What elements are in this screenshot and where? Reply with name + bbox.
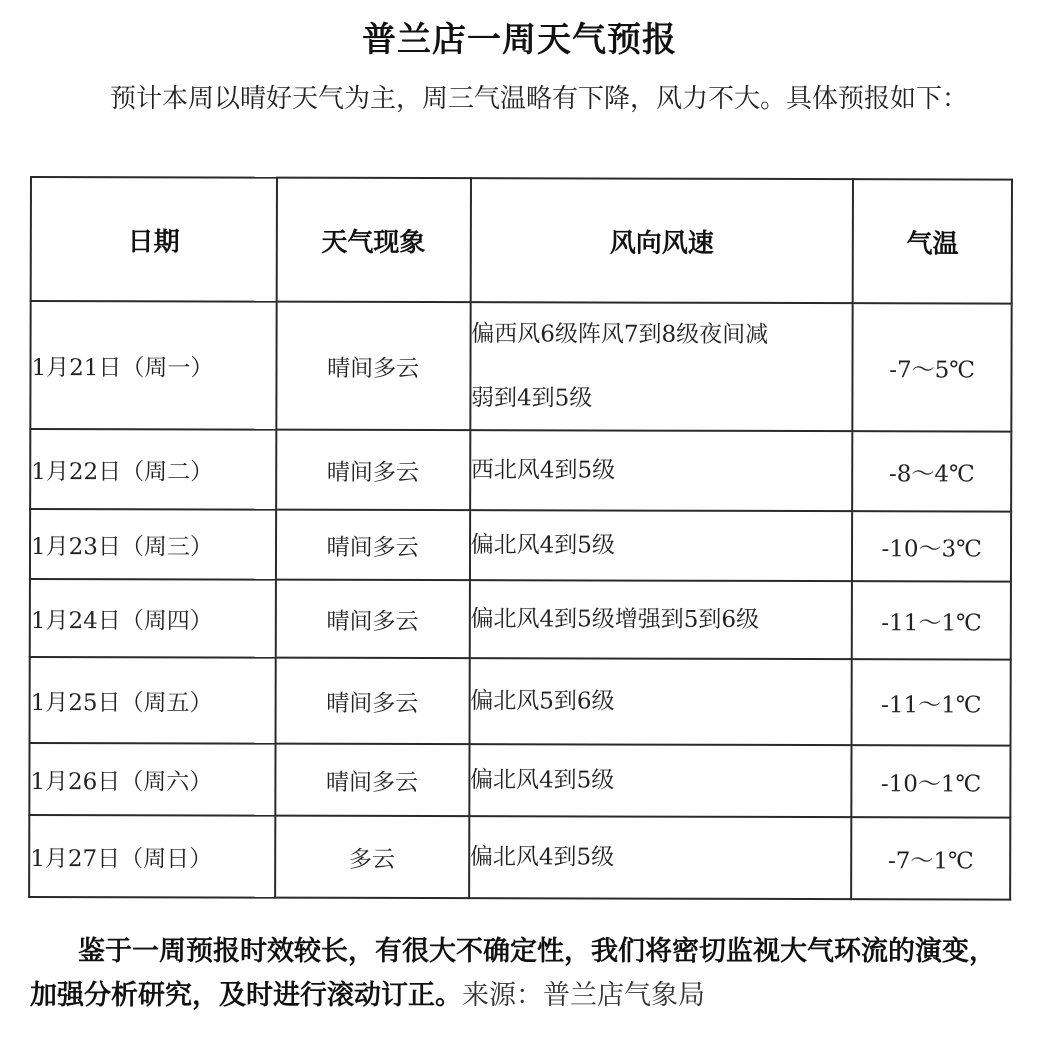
table-row <box>30 657 1011 746</box>
cell-wind: 偏北风4到5级增强到5到6级 <box>469 580 852 659</box>
wind-line-2: 弱到4到5级 <box>471 385 593 412</box>
cell-weather: 晴间多云 <box>276 302 470 431</box>
page-title: 普兰店一周天气预报 <box>362 20 677 60</box>
wind-line-1: 偏西风6级阵风7到8级夜间减 <box>471 321 769 348</box>
header-date: 日期 <box>31 177 277 302</box>
cell-date: 1月22日（周二） <box>30 429 276 510</box>
table-row <box>30 509 1011 582</box>
cell-date: 1月26日（周六） <box>29 743 275 816</box>
cell-temperature: -11～1℃ <box>852 659 1011 745</box>
header-temperature: 气温 <box>853 179 1012 303</box>
source-credit: 来源：普兰店气象局 <box>462 980 705 1011</box>
table-row <box>29 815 1010 900</box>
cell-weather: 晴间多云 <box>276 430 470 511</box>
cell-temperature: -8～4℃ <box>852 431 1011 511</box>
cell-weather: 晴间多云 <box>275 580 469 659</box>
table-row <box>29 743 1010 818</box>
footer-text: 鉴于一周预报时效较长，有很大不确定性，我们将密切监视大气环流的演变，加强分析研究，及时进行滚动订正。 <box>30 936 996 1011</box>
header-wind: 风向风速 <box>470 178 853 303</box>
cell-wind <box>470 302 853 431</box>
cell-wind: 偏北风4到5级 <box>469 744 852 817</box>
cell-temperature: -7～1℃ <box>851 817 1010 899</box>
cell-temperature: -7～5℃ <box>853 303 1012 431</box>
cell-date: 1月21日（周一） <box>30 301 276 430</box>
footer-note <box>30 930 1020 1018</box>
cell-temperature: -10～1℃ <box>852 745 1011 817</box>
cell-weather: 多云 <box>275 816 469 899</box>
table-row <box>30 301 1011 432</box>
intro-paragraph: 预计本周以晴好天气为主，周三气温略有下降，风力不大。具体预报如下： <box>110 84 969 114</box>
cell-date: 1月23日（周三） <box>30 509 276 580</box>
cell-date: 1月25日（周五） <box>30 657 276 744</box>
cell-temperature: -11～1℃ <box>852 581 1011 659</box>
header-weather: 天气现象 <box>276 178 470 303</box>
cell-wind: 偏北风4到5级 <box>470 510 853 581</box>
cell-wind: 偏北风4到5级 <box>469 816 852 899</box>
forecast-table <box>28 176 1013 901</box>
table-row <box>30 579 1011 660</box>
table-header-row <box>31 177 1012 304</box>
table-row <box>30 429 1011 512</box>
cell-temperature: -10～3℃ <box>852 511 1011 581</box>
cell-wind: 西北风4到5级 <box>470 430 853 511</box>
cell-date: 1月24日（周四） <box>30 579 276 658</box>
cell-weather: 晴间多云 <box>275 744 469 817</box>
cell-weather: 晴间多云 <box>275 658 469 745</box>
cell-date: 1月27日（周日） <box>29 815 275 898</box>
cell-wind: 偏北风5到6级 <box>469 658 852 745</box>
cell-weather: 晴间多云 <box>276 510 470 581</box>
